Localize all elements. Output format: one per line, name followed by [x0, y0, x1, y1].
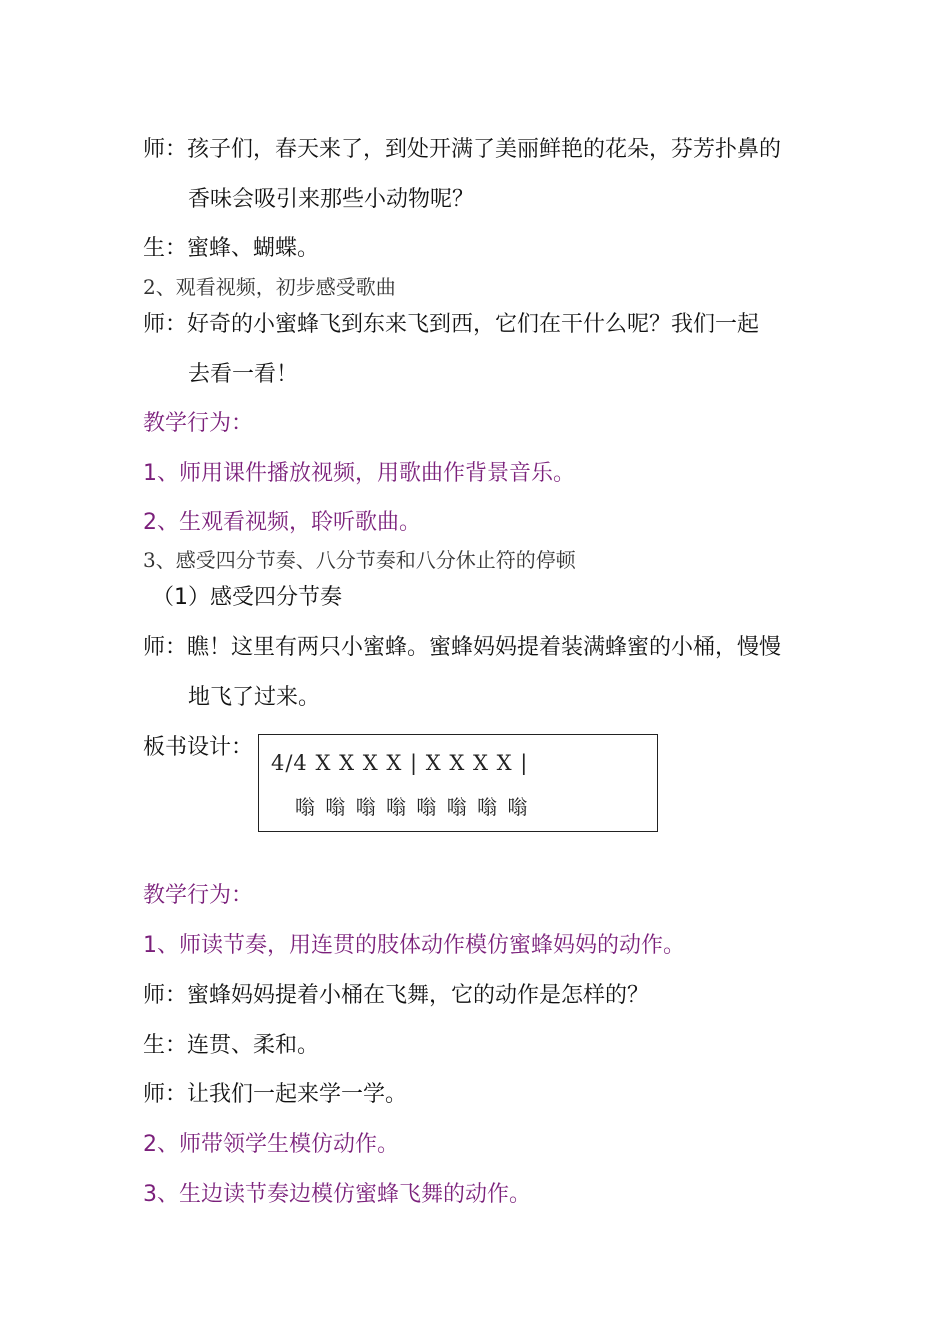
- behavior-item-1: 1、师用课件播放视频，用歌曲作背景音乐。: [143, 461, 575, 486]
- teacher-line-5: 师：让我们一起来学一学。: [143, 1082, 408, 1107]
- section-heading-3: 3、感受四分节奏、八分节奏和八分休止符的停顿: [143, 548, 576, 572]
- section-heading-2: 2、观看视频，初步感受歌曲: [143, 275, 396, 299]
- teacher-line-2: 师：好奇的小蜜蜂飞到东来飞到西，它们在干什么呢？我们一起: [143, 312, 760, 337]
- teacher-line-2-cont: 去看一看！: [188, 362, 299, 387]
- student-line-1: 生：蜜蜂、蝴蝶。: [143, 236, 320, 261]
- behavior-item-5: 3、生边读节奏边模仿蜜蜂飞舞的动作。: [143, 1182, 531, 1207]
- teacher-line-1-cont: 香味会吸引来那些小动物呢？: [188, 187, 475, 212]
- behavior-item-4: 2、师带领学生模仿动作。: [143, 1132, 399, 1157]
- teacher-line-3: 师：瞧！这里有两只小蜜蜂。蜜蜂妈妈提着装满蜂蜜的小桶，慢慢: [143, 635, 782, 660]
- teaching-behavior-heading-2: 教学行为：: [143, 883, 254, 908]
- subsection-heading-1: （1）感受四分节奏: [152, 585, 342, 610]
- behavior-item-2: 2、生观看视频，聆听歌曲。: [143, 510, 421, 535]
- rhythm-syllables: 嗡 嗡 嗡 嗡 嗡 嗡 嗡 嗡: [295, 795, 530, 819]
- behavior-item-3: 1、师读节奏，用连贯的肢体动作模仿蜜蜂妈妈的动作。: [143, 933, 685, 958]
- teaching-behavior-heading-1: 教学行为：: [143, 411, 254, 436]
- teacher-line-3-cont: 地飞了过来。: [188, 685, 321, 710]
- board-design-box: [258, 734, 658, 832]
- board-design-label: 板书设计：: [143, 735, 254, 760]
- rhythm-notation: 4/4 X X X X | X X X X |: [271, 751, 529, 775]
- student-line-2: 生：连贯、柔和。: [143, 1033, 320, 1058]
- teacher-line-4: 师：蜜蜂妈妈提着小桶在飞舞，它的动作是怎样的？: [143, 983, 650, 1008]
- teacher-line-1: 师：孩子们，春天来了，到处开满了美丽鲜艳的花朵，芬芳扑鼻的: [143, 137, 782, 162]
